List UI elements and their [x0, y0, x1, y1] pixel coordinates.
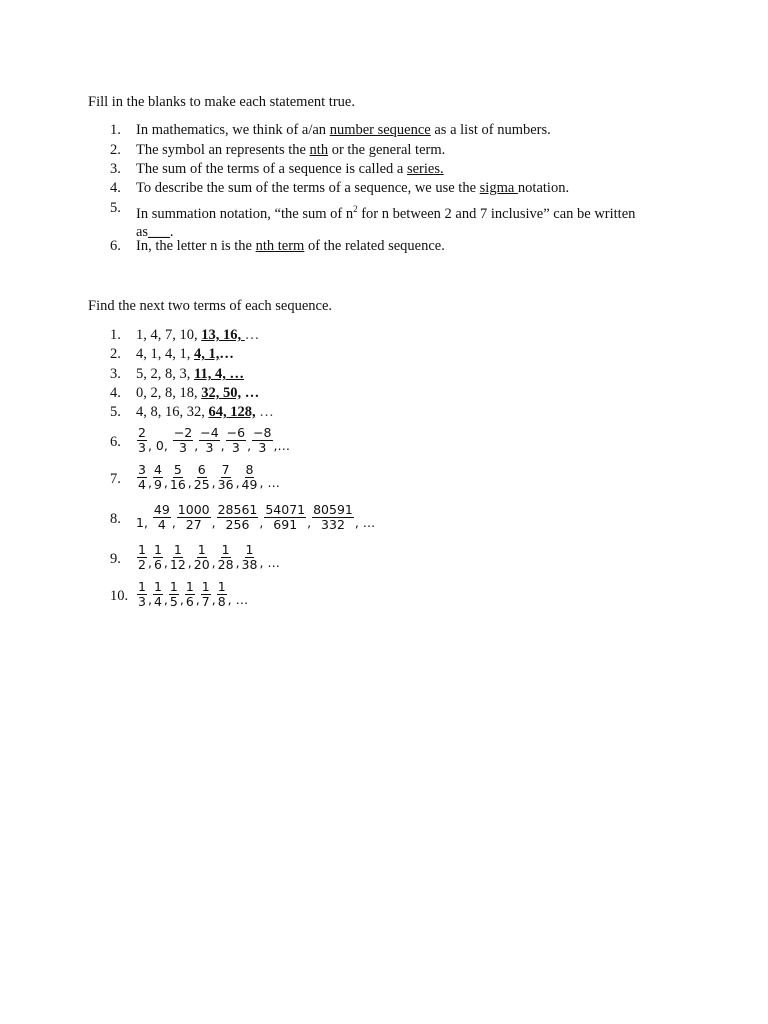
sequence-ellipsis: … — [241, 385, 260, 401]
statement-text: or the general term. — [328, 142, 446, 158]
comma: , — [307, 515, 312, 530]
fraction — [264, 503, 306, 532]
item-number: 10. — [110, 588, 129, 604]
item-number: 7. — [110, 471, 121, 487]
sequence-terms — [136, 426, 290, 455]
fraction — [169, 543, 187, 572]
sequence-given: 5, 2, 8, 3, — [136, 366, 194, 382]
fraction — [199, 426, 219, 455]
comma: , — [235, 555, 240, 570]
comma: , — [163, 592, 168, 607]
fraction-denominator: 6 — [185, 594, 194, 609]
sequence-term: 0, — [151, 438, 172, 453]
fraction-numerator: 7 — [221, 462, 230, 477]
fraction-numerator: −4 — [200, 425, 219, 440]
sequence-given: 4, 1, 4, 1, — [136, 346, 194, 362]
sequence-answer: 4, 1, — [194, 346, 220, 362]
fraction — [217, 543, 235, 572]
fraction-denominator: 3 — [231, 440, 240, 455]
fraction-numerator: 1 — [197, 542, 206, 557]
answer-text: nth term — [255, 238, 305, 254]
fraction — [137, 543, 147, 572]
fraction-numerator: 80591 — [313, 502, 353, 517]
fraction-numerator: 2 — [138, 425, 146, 440]
fraction-numerator: −6 — [226, 425, 246, 440]
sequence-ellipsis: ,… — [273, 438, 290, 453]
fraction-numerator: −2 — [173, 425, 193, 440]
fraction — [252, 426, 272, 455]
item-number: 4. — [110, 385, 121, 401]
fraction — [241, 463, 259, 492]
sequence-answer: 32, 50, — [201, 385, 242, 401]
statement-text: of the related sequence. — [304, 238, 445, 254]
sequence-ellipsis: … — [219, 346, 234, 362]
comma: , — [179, 592, 184, 607]
fraction-denominator: 4 — [153, 594, 162, 609]
comma: , — [211, 515, 216, 530]
fraction — [193, 463, 211, 492]
answer-text: nth — [309, 142, 329, 158]
comma: , — [187, 475, 192, 490]
fraction-denominator: 20 — [193, 557, 210, 572]
sequence-terms — [136, 543, 280, 572]
fraction-denominator: 3 — [179, 440, 187, 455]
fraction — [137, 580, 147, 609]
statement-text: To describe the sum of the terms of a sequence, we use the — [136, 180, 480, 196]
fraction-denominator: 36 — [217, 477, 234, 492]
fraction-numerator: 49 — [153, 502, 170, 517]
item-number: 1. — [110, 327, 121, 343]
fraction — [153, 503, 171, 532]
sequence-item-9 — [110, 543, 670, 577]
fraction — [217, 503, 259, 532]
fraction-denominator: 27 — [185, 517, 202, 532]
fraction — [217, 463, 235, 492]
fraction-numerator: 54071 — [265, 502, 306, 517]
fraction-denominator: 25 — [193, 477, 210, 492]
sequence-given: 4, 8, 16, 32, — [136, 404, 209, 420]
sequence-ellipsis: , … — [259, 555, 280, 570]
sequence-given: 1, 4, 7, 10, — [136, 327, 202, 343]
fraction — [217, 580, 227, 609]
fraction-denominator: 3 — [258, 440, 267, 455]
sequence-item-10 — [110, 580, 670, 614]
fraction-numerator: 1 — [185, 579, 194, 594]
fraction-numerator: 1 — [153, 542, 162, 557]
comma: , — [194, 438, 199, 453]
fraction — [226, 426, 246, 455]
statement-text: The sum of the terms of a sequence is called a — [136, 161, 407, 177]
sequence-terms — [136, 463, 280, 492]
comma: , — [195, 592, 200, 607]
answer-blank: ___ — [148, 223, 170, 240]
comma: , — [211, 555, 216, 570]
fraction-numerator: 5 — [173, 462, 182, 477]
fraction — [185, 580, 195, 609]
fraction-denominator: 12 — [169, 557, 186, 572]
fraction — [137, 463, 147, 492]
item-number: 3. — [110, 161, 121, 177]
sequence-terms — [136, 503, 375, 532]
sequence-given: 0, 2, 8, 18, — [136, 385, 202, 401]
fraction — [312, 503, 354, 532]
item-number: 3. — [110, 366, 121, 382]
fraction-denominator: 5 — [169, 594, 178, 609]
fraction-denominator: 3 — [138, 440, 146, 455]
fraction-numerator: 1 — [217, 579, 226, 594]
fraction — [201, 580, 211, 609]
comma: , — [247, 438, 252, 453]
fraction-numerator: 1 — [138, 579, 146, 594]
item-number: 2. — [110, 346, 121, 362]
comma: , — [147, 555, 152, 570]
section2-heading: Find the next two terms of each sequence. — [88, 298, 333, 314]
fraction — [169, 463, 187, 492]
sequence-ellipsis: , … — [227, 592, 249, 607]
fraction-denominator: 6 — [153, 557, 162, 572]
fraction-numerator: 3 — [138, 462, 146, 477]
comma: , — [171, 515, 176, 530]
fraction-denominator: 28 — [217, 557, 234, 572]
sequence-term: 1, — [136, 515, 152, 530]
fraction-numerator: 4 — [153, 462, 162, 477]
fraction-numerator: 1 — [201, 579, 210, 594]
fraction-numerator: 1000 — [177, 502, 210, 517]
fraction-numerator: 1 — [245, 542, 254, 557]
answer-text: number sequence — [329, 122, 431, 138]
statement-text: . — [169, 223, 174, 240]
comma: , — [163, 475, 168, 490]
comma: , — [235, 475, 240, 490]
fraction-denominator: 38 — [241, 557, 258, 572]
fraction-denominator: 4 — [138, 477, 146, 492]
comma: , — [259, 515, 264, 530]
statement-text: The symbol an represents the — [136, 142, 310, 158]
fraction-denominator: 49 — [241, 477, 258, 492]
fraction-denominator: 3 — [138, 594, 146, 609]
item-number: 6. — [110, 434, 121, 450]
comma: , — [147, 475, 152, 490]
sequence-item-7 — [110, 463, 670, 497]
sequence-ellipsis: , … — [354, 515, 376, 530]
statement-text: In, the letter n is the — [136, 238, 256, 254]
fraction-denominator: 4 — [157, 517, 166, 532]
item-number: 5. — [110, 404, 121, 420]
comma: , — [147, 438, 152, 453]
fraction — [241, 543, 259, 572]
fraction-denominator: 691 — [273, 517, 298, 532]
fraction-denominator: 9 — [153, 477, 162, 492]
fraction — [153, 543, 163, 572]
section1-heading: Fill in the blanks to make each statement true. — [88, 94, 355, 110]
fraction-denominator: 16 — [169, 477, 186, 492]
fraction-denominator: 2 — [138, 557, 146, 572]
fraction — [193, 543, 211, 572]
sequence-item-8 — [110, 503, 670, 537]
fraction-numerator: 28561 — [217, 502, 258, 517]
comma: , — [147, 592, 152, 607]
comma: , — [163, 555, 168, 570]
fraction — [153, 580, 163, 609]
sequence-ellipsis: , … — [259, 475, 280, 490]
fraction — [137, 426, 147, 455]
sequence-ellipsis: … — [244, 327, 260, 343]
statement-text: In summation notation, “the sum of n — [136, 205, 354, 222]
fraction-numerator: 1 — [221, 542, 230, 557]
sequence-answer: 11, 4, … — [194, 366, 244, 382]
sequence-item-6 — [110, 426, 670, 460]
fraction-numerator: 1 — [153, 579, 162, 594]
comma: , — [211, 475, 216, 490]
exponent: 2 — [353, 204, 358, 214]
item-number: 9. — [110, 551, 121, 567]
fraction-denominator: 256 — [225, 517, 250, 532]
sequence-answer: 13, 16, — [201, 327, 245, 343]
fraction — [153, 463, 163, 492]
comma: , — [187, 555, 192, 570]
item-number: 1. — [110, 122, 121, 138]
fraction-numerator: −8 — [253, 425, 272, 440]
comma: , — [211, 592, 216, 607]
fraction-denominator: 332 — [321, 517, 345, 532]
fraction-denominator: 8 — [217, 594, 226, 609]
fraction-denominator: 3 — [205, 440, 214, 455]
statement-text: In mathematics, we think of a/an — [136, 122, 330, 138]
sequence-terms — [136, 580, 248, 609]
comma: , — [220, 438, 225, 453]
item-number: 4. — [110, 180, 121, 196]
sequence-answer: 64, 128, — [208, 404, 256, 420]
fraction-numerator: 6 — [197, 462, 206, 477]
statement-text: as a list of numbers. — [430, 122, 551, 138]
fraction-numerator: 1 — [169, 579, 178, 594]
fraction-numerator: 1 — [173, 542, 182, 557]
fraction-numerator: 8 — [245, 462, 254, 477]
fraction — [173, 426, 193, 455]
fraction-denominator: 7 — [201, 594, 210, 609]
fraction — [177, 503, 211, 532]
item-number: 6. — [110, 238, 121, 254]
answer-text: sigma — [479, 180, 518, 196]
item-number: 8. — [110, 511, 121, 527]
statement-text: for n between 2 and 7 inclusive” can be written as — [136, 205, 636, 240]
item-number: 2. — [110, 142, 121, 158]
fraction-numerator: 1 — [138, 542, 146, 557]
sequence-ellipsis: … — [255, 404, 274, 420]
item-number: 5. — [110, 200, 121, 216]
statement-text: notation. — [517, 180, 570, 196]
answer-text: series. — [406, 161, 444, 177]
fraction — [169, 580, 179, 609]
